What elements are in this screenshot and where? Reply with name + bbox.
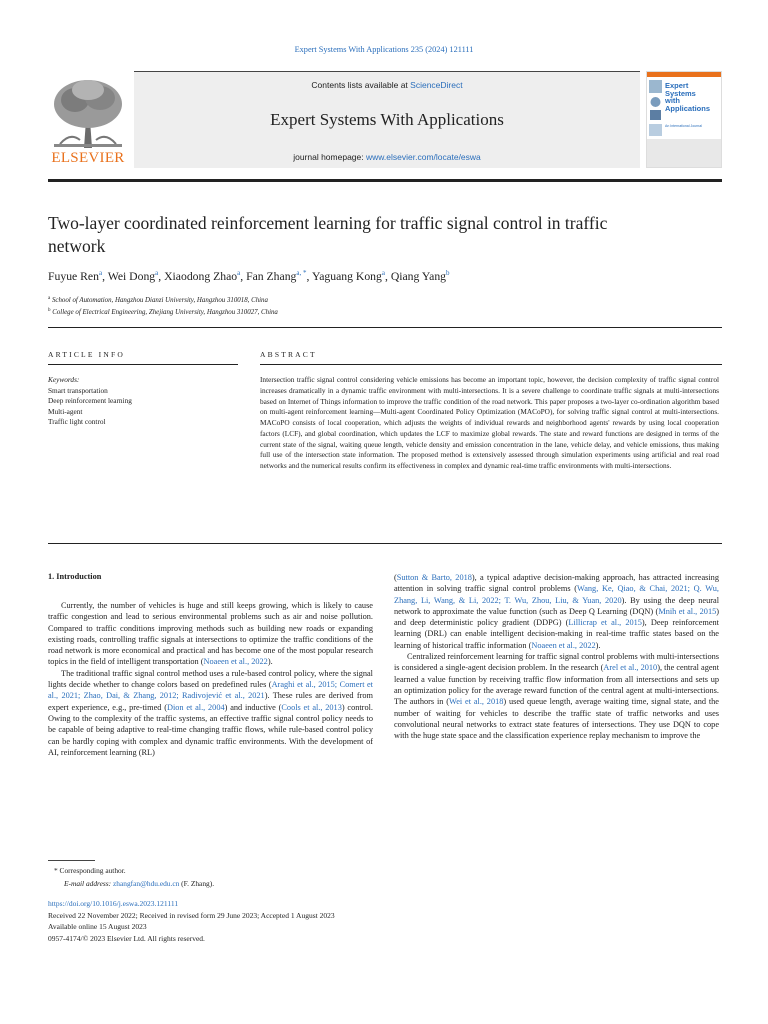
affiliation-sup: a [48, 296, 51, 301]
email-label: E-mail address: [64, 879, 113, 888]
author-name: Xiaodong Zhao [164, 270, 238, 283]
paragraph-text: ) used queue length, average waiting time, signal state, and the number of waiting for vehicles to describe the traffic state of traffic networks and uses convolutional neural networks to extract state features of intersections. They use DQN to cope with the huge state space and the classification experience replay mechanism to improve the [394, 697, 719, 741]
tree-icon [50, 74, 126, 150]
abstract-rule [260, 364, 722, 365]
doi-link[interactable]: https://doi.org/10.1016/j.eswa.2023.121111 [48, 899, 179, 908]
online-date: Available online 15 August 2023 [48, 922, 147, 932]
keyword: Smart transportation [48, 385, 108, 395]
affiliation-text: School of Automation, Hangzhou Dianzi University, Hangzhou 310018, China [51, 297, 268, 304]
citation-link[interactable]: Lillicrap et al., 2015 [568, 618, 642, 628]
author-name: Qiang Yang [390, 270, 447, 283]
corresponding-author-note: * Corresponding author. [54, 866, 126, 875]
abstract-text: Intersection traffic signal control considering vehicle emissions has become an important topic, however, the decision complexity of traffic signal control increases dramatically in a dynamic traffic environment with multi-intersections. It is a severe challenge to coordinate traffic signals at multi-intersections based on Internet of Things information to improve the traffic condition of the road network. This paper proposes a two-layer co-ordination algorithm based on multi-agent reinforcement learning—Multi-agent Coordinated Policy Optimization (MACoPO), for solving traffic signal control at multi-intersections. MACoPO consists of local cooperation, which adjusts the weights of individual rewards and neighborhood agents' rewards by using local cooperation factors (LCF), and global coordination, which updates the LCF to maximize global rewards. The state and reward functions are designed in terms of the current state of the signal, waiting queue length, vehicle density and emission concentration in the lane, vehicle delay, and vehicle emissions, thus making full use of the intersection state information. The proposed method is extensively assessed through simulation experiments using artificial and real road networks and the numerical results confirm its effectiveness in complex and dynamic real-time traffic environments with multi-intersections. [260, 375, 719, 470]
cover-base [647, 139, 721, 167]
abstract-divider [48, 543, 722, 544]
right-column [394, 572, 719, 741]
paragraph-text: Currently, the number of vehicles is huge and still keeps growing, which is likely to cause traffic congestion and lead to serious environmental problems such as air and noise pollution. Compared to traffic conditions improving methods such as building new roads or expanding existing roads, controlling traffic signals at intersections to optimize the traffic conditions of the road network is more economical and practical and has become one of the most popular research topics in the field of intelligent transportation ( [48, 601, 373, 667]
abstract-heading: ABSTRACT [260, 350, 317, 359]
paragraph-text: ), Deep reinforcement learning (DRL) can enable intelligent decision-making in real-time traffic states based on the learning of historical traffic information ( [394, 618, 719, 650]
paragraph-text: ( [394, 573, 397, 582]
paragraph-text: ). [267, 657, 273, 667]
citation-link[interactable]: Cools et al., 2013 [281, 702, 342, 712]
author-name: Fuyue Ren [48, 270, 99, 283]
received-dates: Received 22 November 2022; Received in revised form 29 June 2023; Accepted 1 August 2023 [48, 910, 335, 920]
citation-link[interactable]: Wei et al., 2018 [449, 697, 504, 707]
author-separator: , [306, 270, 312, 283]
email-suffix: (F. Zhang). [179, 879, 215, 888]
author-separator: , [158, 270, 165, 283]
paragraph-text: ) and inductive ( [224, 702, 282, 712]
article-meta [48, 898, 335, 945]
journal-title: Expert Systems With Applications [270, 110, 504, 129]
footnote-rule [48, 860, 95, 861]
copyright: 0957-4174/© 2023 Elsevier Ltd. All rights reserved. [48, 934, 205, 944]
paragraph-text: ), a typical adaptive decision-making approach, has attracted increasing attention in solving traffic signal control problems ( [394, 573, 719, 594]
journal-banner [134, 71, 640, 168]
publisher-wordmark: ELSEVIER [51, 150, 125, 166]
paragraph-text: The traditional traffic signal control method uses a rule-based control policy, where the signal lights decide whether to change colors based on predefined rules ( [48, 668, 373, 690]
elsevier-logo[interactable] [48, 70, 128, 170]
affiliation-a [48, 296, 268, 304]
email-note [64, 879, 214, 888]
homepage-line [134, 152, 640, 162]
article-info-heading: ARTICLE INFO [48, 350, 125, 359]
paragraph-text: ) and deep deterministic policy gradient (DDPG) ( [394, 606, 720, 628]
body-paragraph [394, 651, 719, 741]
author-name: Fan Zhang [246, 270, 297, 283]
contents-prefix: Contents lists available at [311, 80, 411, 90]
citation-link[interactable]: Noaeen et al., 2022 [531, 640, 596, 650]
author-name: Yaguang Kong [311, 270, 382, 283]
left-column [48, 600, 373, 758]
paragraph-text: ). [595, 640, 601, 650]
paragraph-text: ) control. Owing to the complexity of the traffic systems, an effective traffic signal control policy needs to be capable of being adaptive to real-time changing traffic flows, while rule-based control policy can be hardly coping with complex and dynamic traffic environments. With the development of AI, reinforcement learning (RL) [48, 702, 373, 757]
keywords-block [48, 375, 132, 428]
affiliation-divider [48, 327, 722, 328]
article-title: Two-layer coordinated reinforcement learning for traffic signal control in traffic network [48, 213, 608, 256]
journal-cover-thumbnail[interactable] [646, 71, 722, 168]
paragraph-text: ). By using the deep neural network to approximate the value function (such as Deep Q Learning (DQN) ( [394, 595, 719, 616]
body-paragraph [394, 572, 719, 651]
author-separator: , [384, 270, 391, 283]
author-affiliation-link[interactable]: a [98, 269, 103, 277]
cover-figures-icon [649, 80, 662, 140]
author-affiliation-link[interactable]: a [155, 269, 159, 277]
author-separator: , [240, 270, 247, 283]
citation-link[interactable]: Wang, Ke, Qiao, & Chai, 2021; Q. Wu, Zhang, Li, Wang, & Li, 2022; T. Wu, Zhou, Liu, & Yuan, 2020 [394, 584, 719, 605]
keyword: Deep reinforcement learning [48, 396, 132, 406]
cover-subtitle: An International Journal [665, 124, 702, 128]
citation-link[interactable]: Noaeen et al., 2022 [203, 657, 268, 667]
sciencedirect-link[interactable]: ScienceDirect [410, 80, 463, 90]
paragraph-text: Centralized reinforcement learning for traffic signal control problems with multi-intersections is considered a single-agent decision problem. In the research ( [394, 652, 719, 673]
keyword: Multi-agent [48, 406, 83, 416]
author-list [48, 269, 450, 283]
author-affiliation-link[interactable]: a, * [296, 269, 307, 277]
journal-header [48, 70, 722, 170]
cover-title: Expert Systems with Applications [665, 81, 711, 113]
contents-line [134, 80, 640, 90]
citation-link[interactable]: Sutton & Barto, 2018 [396, 573, 472, 582]
body-paragraph [48, 600, 373, 668]
affiliation-sup: b [48, 308, 51, 313]
citation-link[interactable]: Mnih et al., 2015 [658, 606, 717, 616]
cover-band [647, 72, 721, 77]
author-affiliation-link[interactable]: b [446, 269, 450, 277]
homepage-prefix: journal homepage: [293, 152, 366, 162]
paragraph-text: ). These rules are derived from expert experience, e.g., pre-timed ( [48, 691, 373, 712]
keywords-label: Keywords: [48, 375, 80, 384]
citation-link[interactable]: Arel et al., 2010 [603, 663, 658, 673]
header-divider [48, 179, 722, 182]
citation-link[interactable]: Dion et al., 2004 [166, 702, 225, 712]
paragraph-text: ), the central agent learned a value function by receiving traffic flow information from all intersections and sets up an optimization policy for the average reward function of the central agent at multi-intersections. The authors in ( [394, 663, 719, 707]
keyword: Traffic light control [48, 417, 106, 427]
info-rule [48, 364, 238, 365]
body-paragraph [48, 668, 373, 758]
affiliation-text: College of Electrical Engineering, Zhejiang University, Hangzhou 310027, China [52, 309, 278, 316]
author-affiliation-link[interactable]: a [237, 269, 241, 277]
citation-link[interactable]: Araghi et al., 2015; Comert et al., 2021; Zhao, Dai, & Zhang, 2012; Radivojević et al., 2021 [48, 680, 373, 701]
email-link[interactable]: zhangfan@hdu.edu.cn [113, 879, 180, 888]
author-separator: , [102, 270, 108, 283]
affiliation-b [48, 308, 278, 316]
section-heading-introduction: 1. Introduction [48, 572, 102, 581]
author-affiliation-link[interactable]: a [381, 269, 385, 277]
author-name: Wei Dong [107, 270, 156, 283]
journal-homepage-link[interactable]: www.elsevier.com/locate/eswa [365, 152, 481, 162]
running-head[interactable]: Expert Systems With Applications 235 (2024) 121111 [294, 45, 474, 54]
